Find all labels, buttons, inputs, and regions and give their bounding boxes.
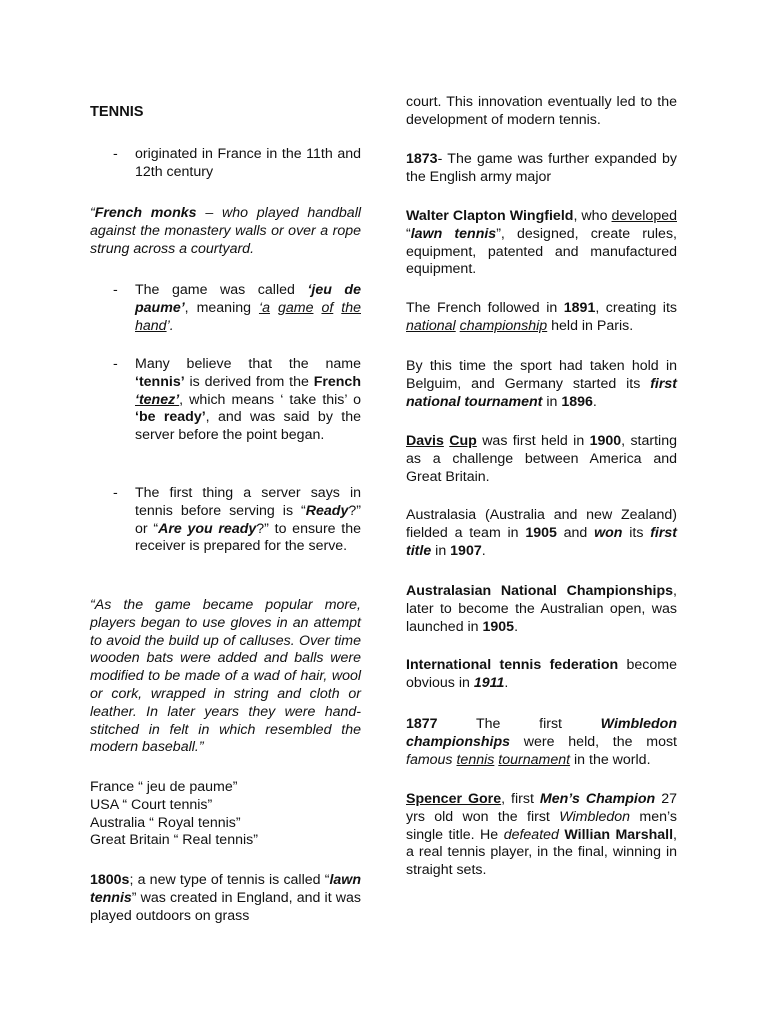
paragraph-davis-cup: [406, 433, 677, 486]
quote-paragraph: “As the game became popular more, players began to use gloves in an attempt to avoid the build up of calluses. Over time wooden bats were added and balls were modified to be made of a wad of hair, wool or cork, wrapped in string and cloth or leather. In later years they were hand-stitched in felt in which resembled the modern baseball.”: [90, 597, 361, 756]
term-ready: Ready: [305, 502, 349, 519]
term-tennis: ‘tennis’: [135, 373, 185, 390]
term-are-you-ready: Are you ready: [158, 520, 257, 537]
term-won: won: [594, 524, 623, 541]
bullet-dash: -: [113, 485, 118, 501]
french-monks-rest: – who played handball against the monastery walls or over a rope strung across a courtyard.: [90, 205, 361, 257]
text-run: become obvious in: [406, 657, 677, 691]
bullet-origin: [113, 146, 361, 182]
text-run: .: [592, 393, 597, 410]
paragraph-wimbledon: [406, 716, 677, 769]
year-1873: 1873: [406, 151, 438, 167]
term-first-title: first title: [406, 524, 677, 559]
text-run: in: [431, 542, 451, 559]
year-1911: 1911: [473, 674, 505, 691]
text-run: - The game was further expanded by the English army major: [406, 151, 677, 185]
text-run: “: [406, 225, 411, 242]
names-list: [90, 779, 361, 850]
text-run: .: [514, 618, 519, 635]
text-run: ’.: [166, 317, 174, 334]
text-run: The first: [437, 716, 601, 732]
term-lawn-tennis: lawn tennis: [410, 225, 497, 242]
text-run: its: [622, 524, 651, 541]
underlined-word: game: [277, 299, 314, 316]
term-davis: Davis: [406, 433, 444, 449]
paragraph-1873: [406, 151, 677, 187]
term-mens-champion: Men’s Champion: [539, 791, 656, 807]
text-run: ”, designed, create rules, equipment, patented and manufactured equipment.: [406, 225, 677, 278]
names-item: USA “ Court tennis”: [90, 796, 213, 813]
paragraph-australasian-championships: [406, 583, 677, 636]
underlined-word: the: [341, 299, 361, 316]
paragraph-1891: [406, 300, 677, 336]
paragraph-itf: [406, 657, 677, 693]
term-first-national-tournament: first national tournament: [406, 375, 677, 410]
term-itf: International tennis federation: [406, 657, 619, 673]
bullet-dash: -: [113, 146, 118, 162]
year-1905: 1905: [525, 524, 557, 541]
year-1891: 1891: [563, 300, 596, 316]
text-run: .: [504, 674, 509, 691]
text-run: , starting as a challenge between America and Great Britain.: [406, 433, 677, 485]
text-run: , meaning: [184, 299, 259, 316]
year-1907: 1907: [450, 542, 482, 559]
name-wingfield: Walter Clapton Wingfield: [406, 208, 574, 224]
text-run: in the world.: [570, 751, 651, 768]
term-wimbledon-championships: Wimbledon championships: [406, 716, 677, 750]
name-willian-marshall: Willian Marshall: [564, 826, 674, 843]
name-spencer-gore: Spencer Gore: [406, 791, 502, 807]
text-run: is derived from the: [184, 373, 314, 390]
italic-word: Wimbledon: [559, 808, 631, 825]
term-australasian-championships: Australasian National Championships: [406, 583, 674, 599]
year-1800s: 1800s: [90, 872, 130, 888]
text-run: , a real tennis player, in the final, winning in straight sets.: [406, 826, 677, 879]
bullet-dash: -: [113, 356, 118, 372]
year-1877: 1877: [406, 716, 438, 732]
bullet-ready: [113, 485, 362, 556]
year-1900: 1900: [589, 433, 622, 449]
bullet-dash: -: [113, 282, 118, 298]
bullet-tennis-name: [113, 356, 361, 445]
term-french: French: [313, 373, 361, 390]
year-1896: 1896: [561, 393, 593, 410]
italic-word: defeated: [503, 826, 559, 843]
text-run: Many believe that the name: [135, 356, 361, 372]
term-lawn-tennis: lawn tennis: [90, 872, 361, 906]
text-run: , creating its: [595, 300, 677, 316]
text-run: held in Paris.: [547, 317, 634, 334]
text-run: The game was called: [135, 282, 308, 298]
paragraph-spencer-gore: [406, 791, 677, 880]
year-1905: 1905: [482, 618, 515, 635]
text-run: , first: [501, 791, 540, 807]
term-jeu-de-paume: ‘jeu de paume’: [135, 282, 361, 316]
text-run: ?” to ensure the receiver is prepared for the serve.: [135, 520, 362, 555]
underlined-word: hand: [135, 317, 167, 334]
text-run: , who: [573, 208, 612, 224]
text-run: were held, the most: [510, 733, 677, 750]
text-run: men’s single title. He: [406, 808, 677, 843]
underlined-word: tennis: [456, 751, 495, 768]
text-run: , which means ‘ take this’ o: [179, 391, 361, 408]
text-run: By this time the sport had taken hold in Belguim, and Germany started its: [406, 358, 677, 392]
french-monks-lead: French monks: [94, 205, 197, 221]
text-run: ?” or “: [135, 502, 361, 537]
text-run: ” was created in England, and it was played outdoors on grass: [90, 889, 361, 924]
names-item: France “ jeu de paume”: [90, 779, 238, 795]
text-run: in: [542, 393, 562, 410]
text-run: and: [556, 524, 595, 541]
term-cup: Cup: [449, 433, 477, 449]
page-title: TENNIS: [90, 104, 144, 120]
paragraph-continued: court. This innovation eventually led to the development of modern tennis.: [406, 94, 677, 128]
italic-word: famous: [406, 751, 453, 768]
space: [270, 300, 278, 316]
text-run: .: [481, 542, 486, 559]
underlined-word: of: [321, 299, 334, 316]
text-run: Australasia (Australia and new Zealand) fielded a team in: [406, 507, 677, 541]
text-run: 27 yrs old won the first: [406, 791, 677, 825]
bullet-jeu-de-paume: [113, 282, 361, 335]
underlined-word: championship: [459, 317, 548, 334]
text-run: The first thing a server says in tennis before serving is “: [135, 485, 361, 519]
underlined-word: tournament: [498, 751, 571, 768]
paragraph-australasia: [406, 507, 677, 560]
paragraph-1896: [406, 358, 677, 411]
term-tenez: ‘tenez’: [135, 391, 180, 408]
text-run: , and was said by the server before the point began.: [135, 409, 361, 444]
bullet-origin-text: originated in France in the 11th and 12th century: [135, 146, 361, 180]
names-item: Great Britain “ Real tennis”: [90, 832, 258, 849]
text-run: , later to become the Australian open, was launched in: [406, 583, 677, 635]
text-run: The French followed in: [406, 300, 564, 316]
underlined-word: ‘a: [258, 299, 271, 316]
french-monks-paragraph: “French monks – who played handball against the monastery walls or over a rope strung across a courtyard.: [90, 205, 361, 257]
text-run: ; a new type of tennis is called “: [129, 872, 330, 888]
underlined-word: developed: [611, 208, 677, 224]
underlined-word: national: [406, 317, 456, 334]
paragraph-wingfield: [406, 208, 677, 279]
paragraph-1800s: [90, 872, 361, 925]
term-be-ready: ‘be ready’: [135, 409, 206, 426]
names-item: Australia “ Royal tennis”: [90, 814, 241, 831]
text-run: was first held in: [476, 433, 590, 449]
